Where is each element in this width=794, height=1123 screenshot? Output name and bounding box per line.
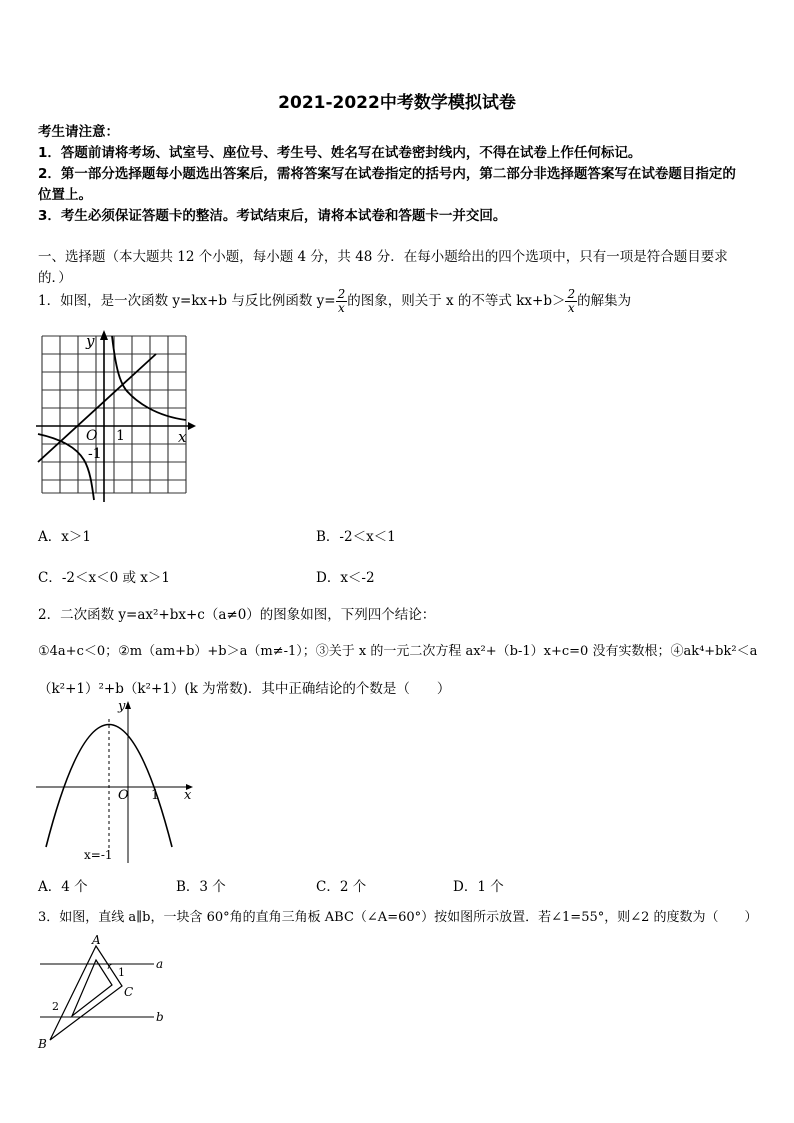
y-axis-arrow-icon [125, 701, 131, 709]
notice-heading: 考生请注意： [38, 124, 119, 140]
fraction: $\frac{2}{x}$ [567, 287, 576, 315]
line-a-label: a [156, 957, 164, 971]
page-title: 2021-2022中考数学模拟试卷 [278, 93, 516, 113]
vertex-a-label: A [92, 933, 101, 947]
q3-graph [36, 930, 176, 1055]
q2-graph [36, 697, 196, 865]
q2-option-b: B．3 个 [176, 879, 226, 895]
y-axis-arrow-icon [100, 330, 108, 340]
q1-option-b: B．-2＜x＜1 [316, 529, 396, 545]
x-axis-arrow-icon [188, 422, 196, 430]
q1-option-c: C．-2＜x＜0 或 x＞1 [38, 570, 170, 586]
notice-item: 2．第一部分选择题每小题选出答案后，需将答案写在试卷指定的括号内，第二部分非选择题答案写在试卷题目指定的 [38, 166, 736, 182]
x-axis-label: x [184, 788, 192, 803]
section-heading-cont: 的．） [38, 270, 72, 286]
q2-option-d: D．1 个 [453, 879, 504, 895]
triangle-inner [72, 960, 112, 1016]
symmetry-axis-label: x=-1 [84, 848, 113, 862]
question-2-stem: 2．二次函数 y=ax²+bx+c（a≠0）的图象如图，下列四个结论： [38, 607, 436, 623]
origin-label: O [118, 788, 129, 803]
vertex-b-label: B [38, 1037, 47, 1051]
x-axis-label: x [178, 428, 187, 446]
y-axis-label: y [118, 699, 126, 714]
triangle-outer [50, 946, 122, 1040]
question-1-stem [38, 288, 631, 315]
q1-option-d: D．x＜-2 [316, 570, 375, 586]
question-2-ask: （k²+1）²+b（k²+1）(k 为常数)．其中正确结论的个数是（ ） [38, 681, 451, 697]
q2-option-c: C．2 个 [316, 879, 367, 895]
q1-graph [36, 330, 196, 505]
angle-2-label: 2 [52, 1000, 59, 1013]
tick-label-neg1: -1 [88, 446, 102, 462]
origin-label: O [86, 428, 98, 444]
tick-label-1: 1 [151, 788, 160, 803]
angle-1-label: 1 [118, 966, 125, 979]
q1-option-a: A．x＞1 [38, 529, 91, 545]
question-2-conclusions: ①4a+c＜0；②m（am+b）+b＞a（m≠-1）；③关于 x 的一元二次方程 ax²+（b-1）x+c=0 没有实数根；④ak⁴+bk²＜a [38, 644, 758, 659]
notice-item: 1．答题前请将考场、试室号、座位号、考生号、姓名写在试卷密封线内，不得在试卷上作任何标记。 [38, 145, 642, 161]
q1-text-a: 1．如图，是一次函数 y=kx+b 与反比例函数 y= [38, 293, 336, 309]
q2-option-a: A．4 个 [38, 879, 88, 895]
section-heading: 一、选择题（本大题共 12 个小题，每小题 4 分，共 48 分．在每小题给出的四个选项中，只有一项是符合题目要求 [38, 249, 728, 265]
line-b-label: b [156, 1010, 164, 1024]
notice-item: 3．考生必须保证答题卡的整洁。考试结束后，请将本试卷和答题卡一并交回。 [38, 208, 507, 224]
q1-text-b: 的图象，则关于 x 的不等式 kx+b＞ [347, 293, 566, 309]
notice-item: 位置上。 [38, 187, 92, 203]
q1-text-c: 的解集为 [577, 293, 632, 309]
y-axis-label: y [86, 332, 95, 350]
fraction: $\frac{2}{x}$ [337, 287, 346, 315]
question-3-stem: 3．如图，直线 a∥b，一块含 60°角的直角三角板 ABC（∠A=60°）按如图所示放置．若∠1=55°，则∠2 的度数为（ ） [38, 910, 758, 925]
tick-label-1: 1 [116, 428, 125, 444]
hyperbola-branch-1 [112, 336, 186, 420]
vertex-c-label: C [124, 985, 134, 999]
